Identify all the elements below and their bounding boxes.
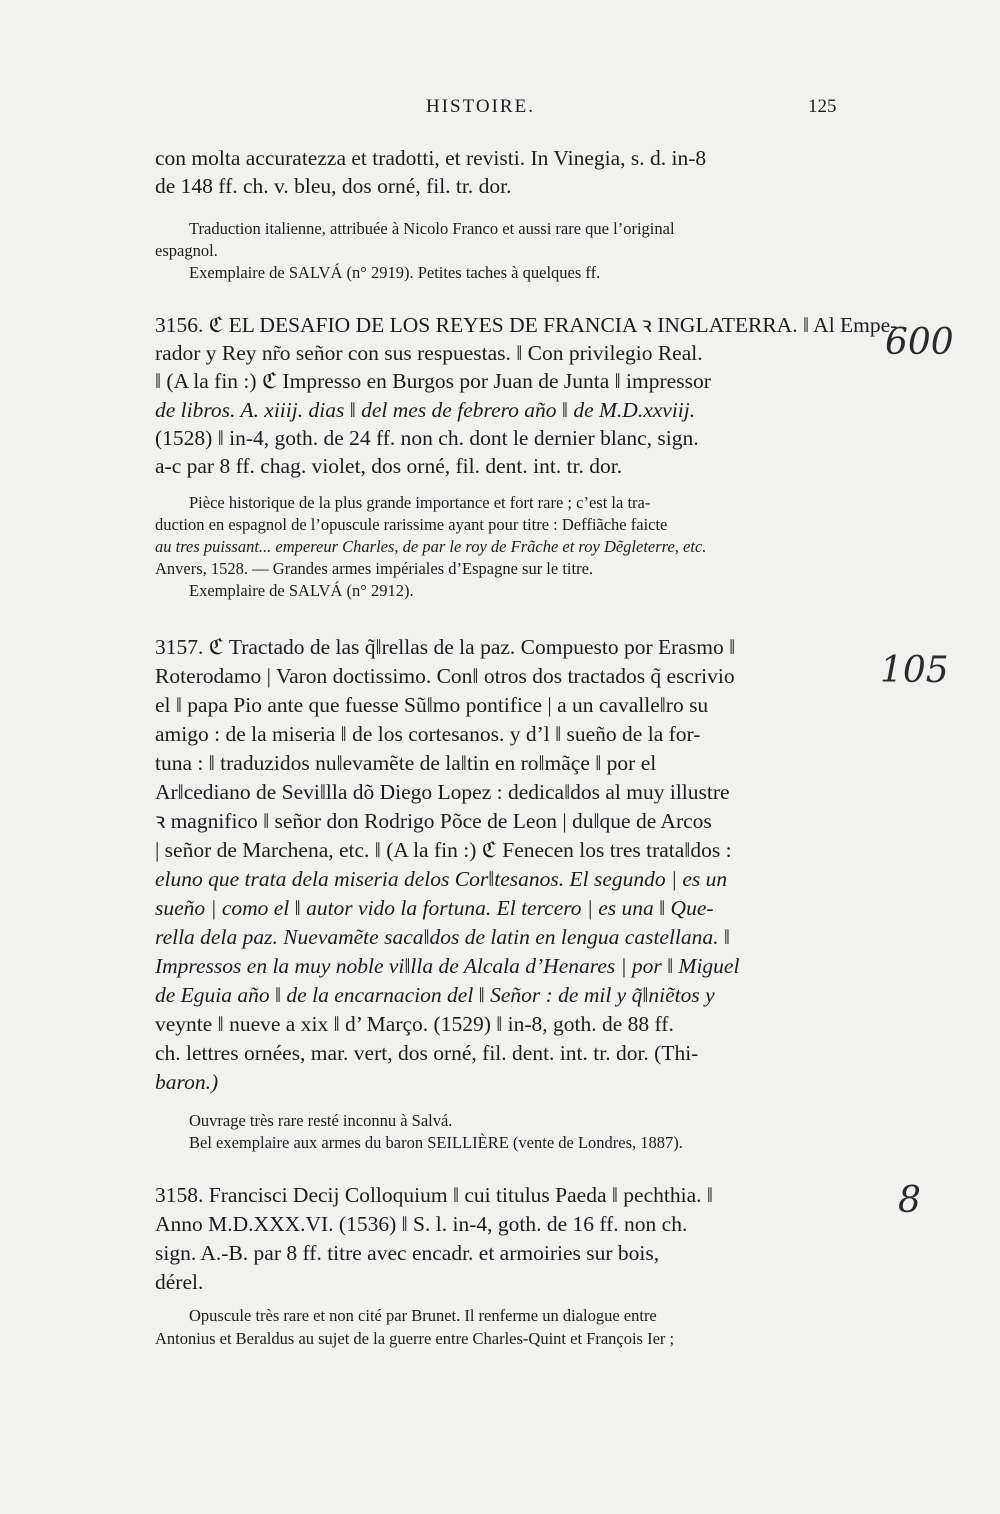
margin-note: 8 [898, 1180, 921, 1221]
text-line: sueño | como el ‖ autor vido la fortuna. El tercero | es una ‖ Que- [155, 896, 714, 920]
entry-3156-title: 3156. ℭ EL DESAFIO DE LOS REYES DE FRANCIA ꝛ INGLATERRA. ‖ Al Empe- [155, 313, 898, 337]
text-line: Opuscule très rare et non cité par Brunet. Il renferme un dialogue entre [189, 1306, 657, 1325]
text-line: de Eguia año ‖ de la encarnacion del ‖ Señor : de mil y q̃‖niẽtos y [155, 983, 715, 1007]
text-line: rella dela paz. Nuevamẽte saca‖dos de latin en lengua castellana. ‖ [155, 925, 730, 949]
text-line: Anvers, 1528. — Grandes armes impériales d’Espagne sur le titre. [155, 559, 594, 578]
text-line: ‖ (A la fin :) ℭ Impresso en Burgos por Juan de Junta ‖ impressor [155, 369, 711, 393]
text-line: eluno que trata dela miseria delos Cor‖tesanos. El segundo | es un [155, 867, 728, 891]
text-line: sign. A.-B. par 8 ff. titre avec encadr. et armoiries sur bois, [155, 1241, 660, 1265]
text-line: ch. lettres ornées, mar. vert, dos orné, fil. dent. int. tr. dor. (Thi- [155, 1041, 699, 1065]
text-line: Traduction italienne, attribuée à Nicolo Franco et aussi rare que l’original [189, 219, 675, 238]
text-line: de libros. A. xiiij. dias ‖ del mes de febrero año ‖ de M.D.xxviij. [155, 398, 696, 422]
text-line: dérel. [155, 1270, 204, 1294]
entry-3157-title: 3157. ℭ Tractado de las q̃‖rellas de la paz. Compuesto por Erasmo ‖ [155, 635, 736, 659]
text-line: amigo : de la miseria ‖ de los cortesanos. y d’l ‖ sueño de la for- [155, 722, 701, 746]
text-line: Bel exemplaire aux armes du baron SEILLIÈRE (vente de Londres, 1887). [189, 1133, 683, 1152]
text-line: Exemplaire de SALVÁ (n° 2912). [189, 581, 414, 600]
text-line: rador y Rey nr̃o señor con sus respuestas. ‖ Con privilegio Real. [155, 341, 703, 365]
text-line: | señor de Marchena, etc. ‖ (A la fin :) ℭ Fenecen los tres trata‖dos : [155, 838, 732, 862]
text-line: au tres puissant... empereur Charles, de par le roy de Frãche et roy Dẽgleterre, etc. [155, 537, 707, 556]
text-line: espagnol. [155, 241, 218, 260]
text-line: (1528) ‖ in-4, goth. de 24 ff. non ch. dont le dernier blanc, sign. [155, 426, 699, 450]
text-line: Antonius et Beraldus au sujet de la guerre entre Charles-Quint et François Ier ; [155, 1329, 675, 1348]
page-number: 125 [808, 96, 837, 117]
text-line: duction en espagnol de l’opuscule rarissime ayant pour titre : Deffiãche faicte [155, 515, 668, 534]
running-header: HISTOIRE. [426, 96, 535, 117]
text-line: de 148 ff. ch. v. bleu, dos orné, fil. tr. dor. [155, 174, 512, 198]
text-line: baron.) [155, 1070, 219, 1094]
entry-3158-title: 3158. Francisci Decij Colloquium ‖ cui titulus Paeda ‖ pechthia. ‖ [155, 1183, 713, 1207]
margin-note: 600 [885, 322, 954, 363]
text-line: a-c par 8 ff. chag. violet, dos orné, fil. dent. int. tr. dor. [155, 454, 623, 478]
text-line: Ouvrage très rare resté inconnu à Salvá. [189, 1111, 453, 1130]
text-line: Pièce historique de la plus grande importance et fort rare ; c’est la tra- [189, 493, 651, 512]
text-line: con molta accuratezza et tradotti, et revisti. In Vinegia, s. d. in-8 [155, 146, 707, 170]
text-line: tuna : ‖ traduzidos nu‖evamẽte de la‖tin en ro‖mãçe ‖ por el [155, 751, 657, 775]
text-line: Roterodamo | Varon doctissimo. Con‖ otros dos tractados q̃ escrivio [155, 664, 735, 688]
text-line: Anno M.D.XXX.VI. (1536) ‖ S. l. in-4, goth. de 16 ff. non ch. [155, 1212, 688, 1236]
text-line: ꝛ magnifico ‖ señor don Rodrigo Põce de Leon | du‖que de Arcos [155, 809, 712, 833]
text-line: Ar‖cediano de Sevi‖lla dõ Diego Lopez : dedica‖dos al muy illustre [155, 780, 730, 804]
text-line: el ‖ papa Pio ante que fuesse Sũ‖mo pontifice | a un cavalle‖ro su [155, 693, 709, 717]
text-line: Impressos en la muy noble vi‖lla de Alcala d’Henares | por ‖ Miguel [155, 954, 740, 978]
margin-note: 105 [880, 650, 949, 691]
text-line: Exemplaire de SALVÁ (n° 2919). Petites taches à quelques ff. [189, 263, 601, 282]
text-line: veynte ‖ nueve a xix ‖ d’ Março. (1529) ‖ in-8, goth. de 88 ff. [155, 1012, 674, 1036]
